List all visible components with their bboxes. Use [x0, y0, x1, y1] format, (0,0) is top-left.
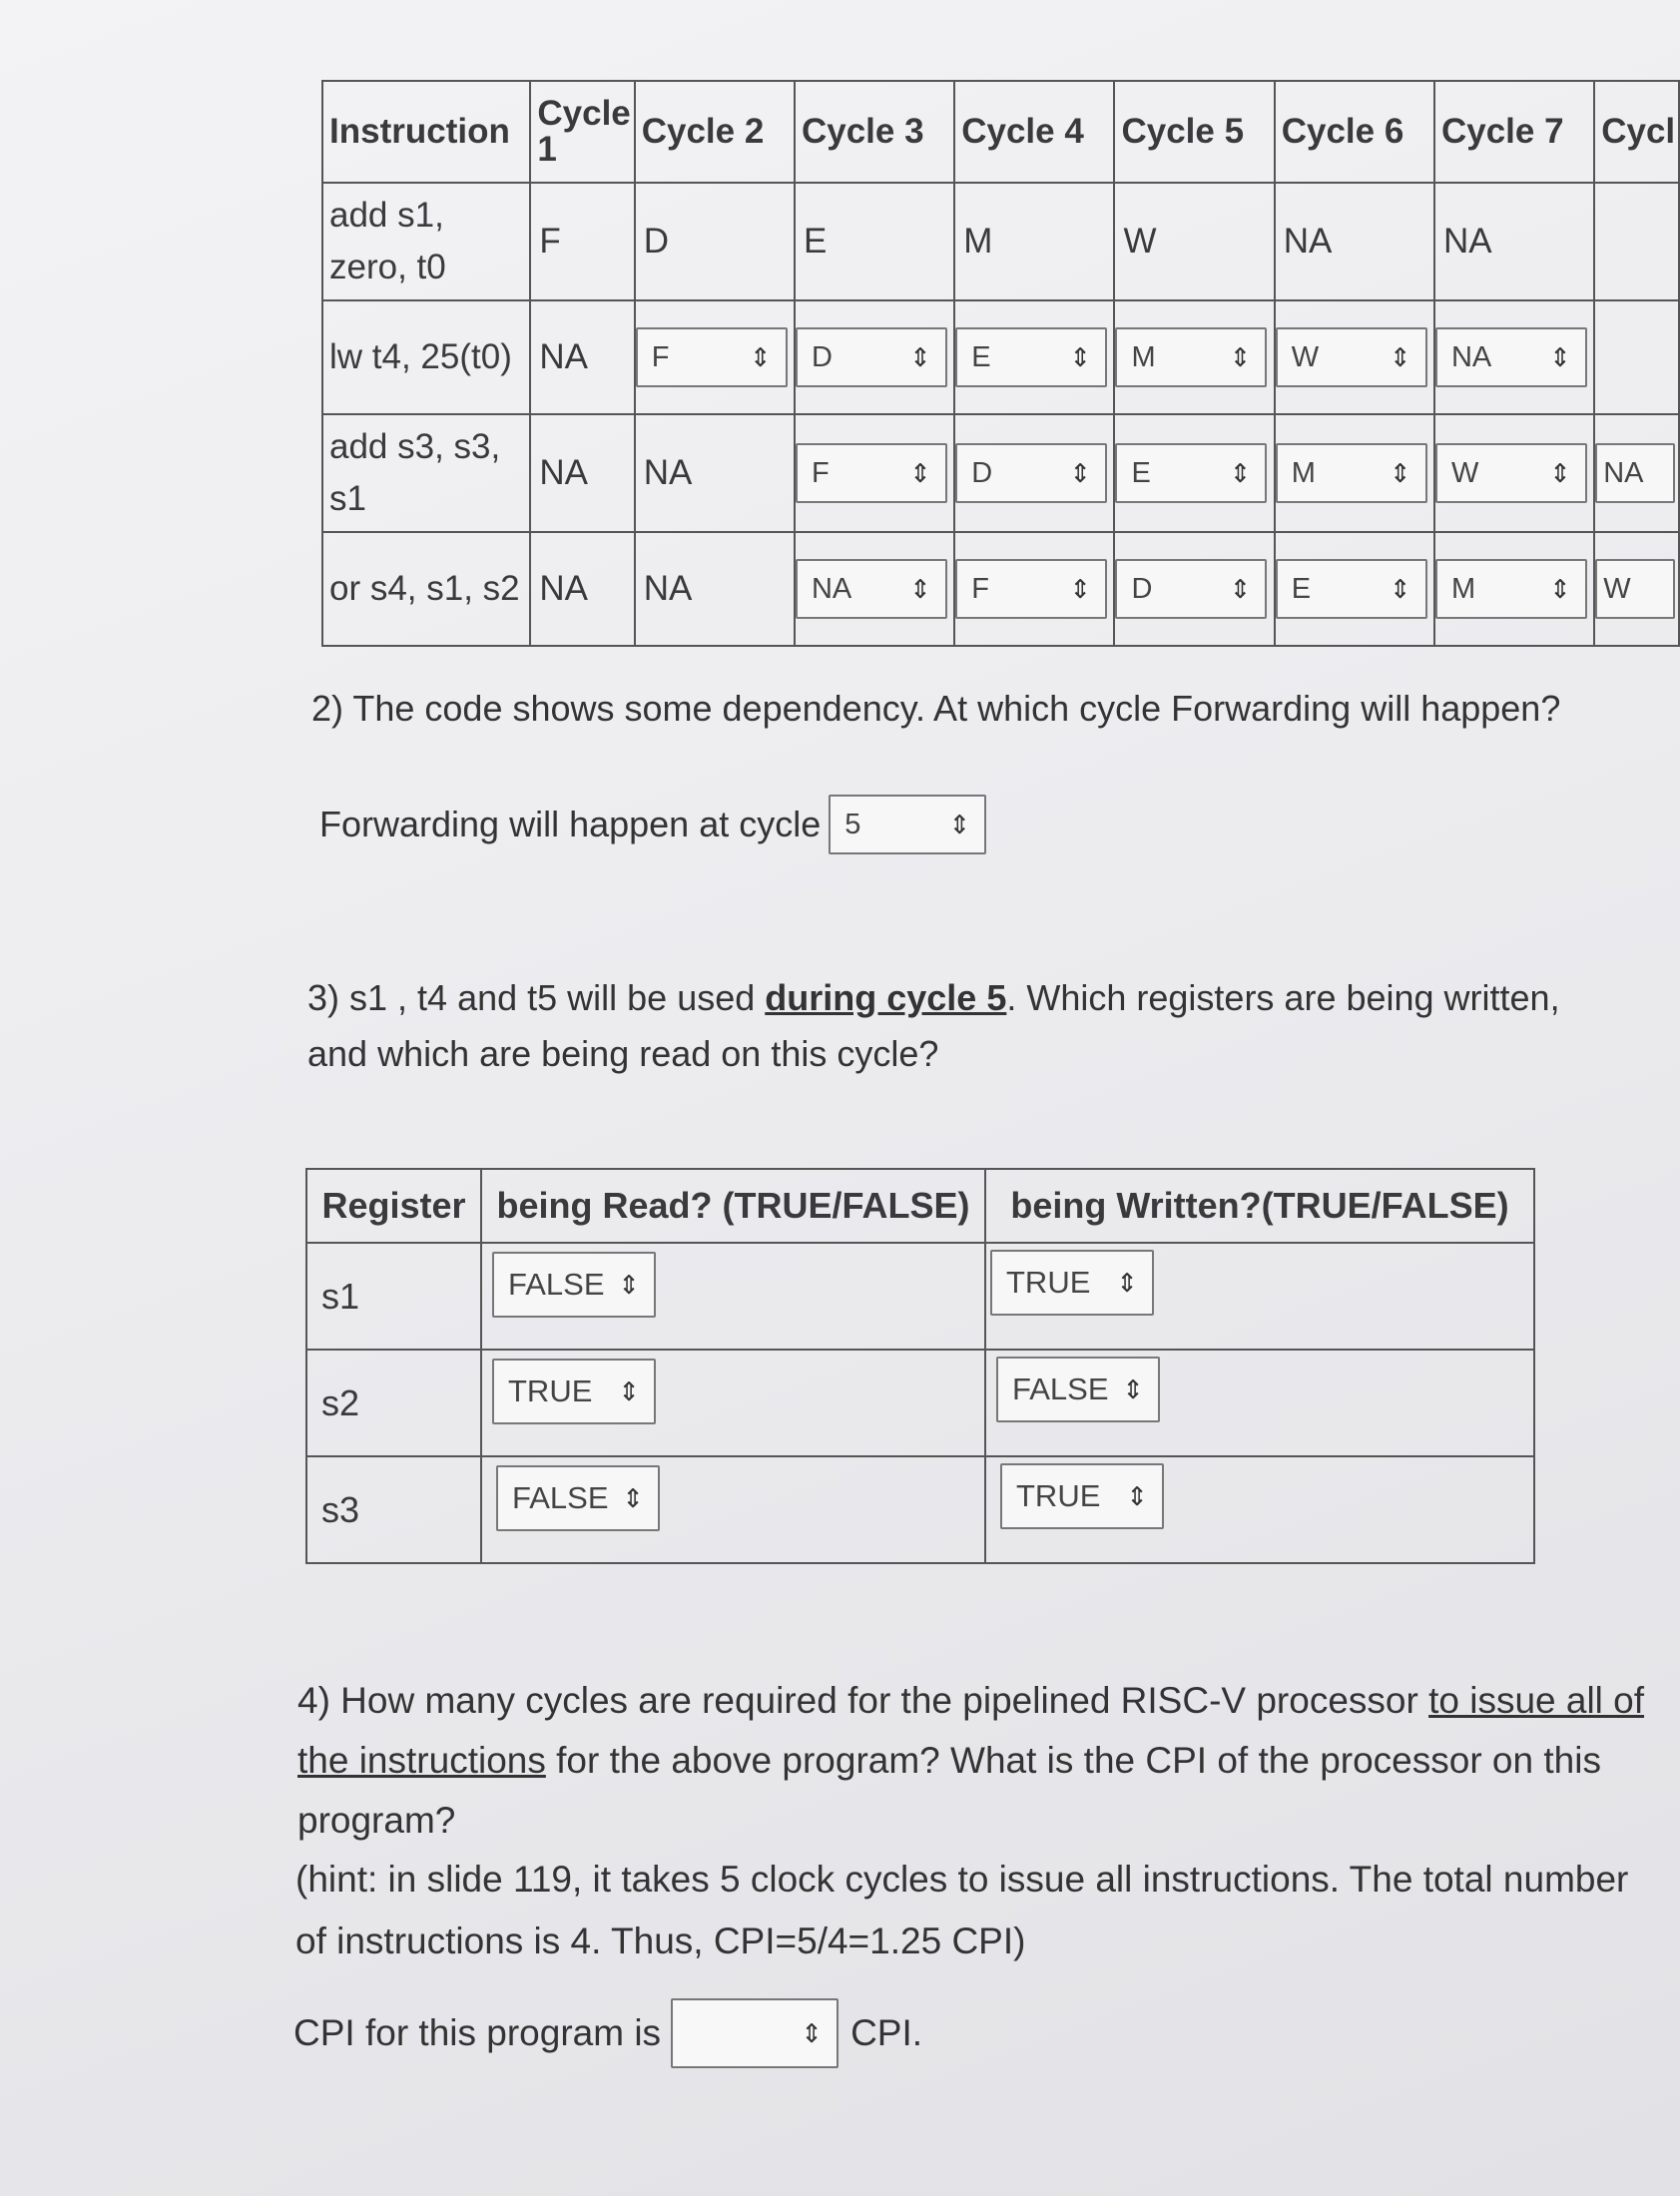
- read-select[interactable]: [496, 1465, 660, 1531]
- question-3-emphasis: during cycle 5: [765, 977, 1007, 1018]
- stage-cell: F: [530, 183, 634, 300]
- question-4-start: 4) How many cycles are required for the pipelined RISC-V processor: [297, 1680, 1429, 1721]
- chevron-up-down-icon: ⇕: [909, 457, 931, 488]
- cpi-select[interactable]: [671, 1998, 839, 2068]
- read-cell: [481, 1350, 985, 1456]
- header-register: Register: [306, 1169, 481, 1243]
- stage-cell: [1114, 532, 1274, 646]
- stage-select[interactable]: [1435, 559, 1587, 619]
- read-select-value: FALSE: [512, 1480, 609, 1515]
- chevron-up-down-icon: ⇕: [1229, 341, 1252, 372]
- register-name: s3: [306, 1456, 481, 1563]
- stage-select[interactable]: [1276, 327, 1427, 387]
- stage-select[interactable]: [1276, 443, 1427, 503]
- stage-select[interactable]: [1595, 559, 1675, 619]
- stage-select-value: NA: [1603, 456, 1644, 489]
- stage-cell: M: [954, 183, 1114, 300]
- stage-cell: [954, 414, 1114, 532]
- forwarding-cycle-value: 5: [844, 809, 861, 840]
- stage-cell: NA: [530, 414, 634, 532]
- header-cycle-5: Cycle 5: [1114, 81, 1274, 183]
- written-select[interactable]: [996, 1357, 1160, 1422]
- pipeline-header-row: [322, 81, 1679, 183]
- stage-select-value: W: [1603, 572, 1631, 605]
- stage-cell: [1114, 300, 1274, 414]
- table-row: [322, 414, 1679, 532]
- header-being-read: being Read? (TRUE/FALSE): [481, 1169, 985, 1243]
- stage-select-value: D: [1131, 572, 1153, 605]
- chevron-up-down-icon: ⇕: [1069, 341, 1092, 372]
- chevron-up-down-icon: ⇕: [1389, 457, 1411, 488]
- stage-cell: [795, 532, 954, 646]
- instruction-cell: or s4, s1, s2: [322, 532, 530, 646]
- header-cycle-1: Cycle 1: [530, 81, 634, 183]
- instruction-cell: add s1, zero, t0: [322, 183, 530, 300]
- read-select-value: FALSE: [508, 1267, 605, 1302]
- stage-cell: [1275, 300, 1434, 414]
- stage-select[interactable]: [1435, 443, 1587, 503]
- question-3-start: 3) s1 , t4 and t5 will be used: [307, 977, 766, 1018]
- stage-cell: [1114, 414, 1274, 532]
- stage-cell: [795, 414, 954, 532]
- stage-select[interactable]: [636, 327, 788, 387]
- read-select[interactable]: [492, 1252, 656, 1318]
- stage-select-value: F: [971, 572, 989, 605]
- instruction-cell: lw t4, 25(t0): [322, 300, 530, 414]
- header-cycle-8: Cycl: [1594, 81, 1679, 183]
- stage-select[interactable]: [1276, 559, 1427, 619]
- header-cycle-7: Cycle 7: [1434, 81, 1594, 183]
- stage-cell: [1434, 532, 1594, 646]
- stage-select[interactable]: [796, 327, 947, 387]
- stage-select-value: NA: [1450, 340, 1492, 373]
- chevron-up-down-icon: ⇕: [909, 573, 931, 604]
- stage-select[interactable]: [955, 559, 1107, 619]
- stage-cell: [795, 300, 954, 414]
- stage-select-value: NA: [811, 572, 852, 605]
- written-select-value: TRUE: [1016, 1478, 1101, 1513]
- stage-select-value: D: [971, 456, 993, 489]
- read-cell: [481, 1243, 985, 1350]
- header-cycle-2: Cycle 2: [635, 81, 795, 183]
- stage-cell: [1594, 414, 1679, 532]
- register-header-row: [306, 1169, 1534, 1243]
- written-select-value: TRUE: [1006, 1265, 1091, 1300]
- stage-cell: [1434, 300, 1594, 414]
- question-4-answer-line: [293, 1998, 922, 2068]
- table-row: [306, 1243, 1534, 1350]
- written-cell: [985, 1456, 1534, 1563]
- chevron-up-down-icon: ⇕: [1229, 457, 1252, 488]
- stage-cell: [1434, 414, 1594, 532]
- forwarding-cycle-select[interactable]: [829, 795, 986, 854]
- stage-select[interactable]: [1115, 443, 1267, 503]
- written-select-value: FALSE: [1012, 1372, 1109, 1406]
- stage-cell: [1594, 300, 1679, 414]
- read-select[interactable]: [492, 1359, 656, 1424]
- register-name: s2: [306, 1350, 481, 1456]
- stage-cell: NA: [1275, 183, 1434, 300]
- register-name: s1: [306, 1243, 481, 1350]
- chevron-up-down-icon: ⇕: [1549, 457, 1571, 488]
- stage-cell: D: [635, 183, 795, 300]
- stage-select[interactable]: [1115, 559, 1267, 619]
- chevron-up-down-icon: ⇕: [1116, 1267, 1138, 1298]
- stage-select-value: F: [651, 340, 670, 373]
- header-instruction: Instruction: [322, 81, 530, 183]
- stage-select-value: M: [1131, 340, 1156, 373]
- stage-select-value: E: [1291, 572, 1312, 605]
- table-row: [322, 300, 1679, 414]
- question-2: 2) The code shows some dependency. At which cycle Forwarding will happen?: [311, 688, 1561, 729]
- stage-select[interactable]: [796, 443, 947, 503]
- stage-cell: NA: [1434, 183, 1594, 300]
- read-cell: [481, 1456, 985, 1563]
- question-2-answer-line: [319, 795, 986, 854]
- question-2-answer-prefix: Forwarding will happen at cycle: [319, 804, 822, 844]
- instruction-cell: add s3, s3, s1: [322, 414, 530, 532]
- question-3: [307, 970, 1595, 1082]
- stage-select-value: E: [1131, 456, 1151, 489]
- chevron-up-down-icon: ⇕: [909, 341, 931, 372]
- stage-select[interactable]: [1595, 443, 1675, 503]
- chevron-up-down-icon: ⇕: [1122, 1373, 1144, 1404]
- chevron-up-down-icon: ⇕: [1549, 573, 1571, 604]
- stage-cell: NA: [635, 532, 795, 646]
- stage-cell: [1594, 532, 1679, 646]
- stage-cell: NA: [530, 532, 634, 646]
- stage-select[interactable]: [1435, 327, 1587, 387]
- table-row: [322, 183, 1679, 300]
- header-cycle-3: Cycle 3: [795, 81, 954, 183]
- stage-cell: [1275, 414, 1434, 532]
- header-being-written: being Written?(TRUE/FALSE): [985, 1169, 1534, 1243]
- stage-cell: W: [1114, 183, 1274, 300]
- stage-cell: [1275, 532, 1434, 646]
- header-cycle-6: Cycle 6: [1275, 81, 1434, 183]
- stage-select[interactable]: [796, 559, 947, 619]
- stage-select[interactable]: [955, 443, 1107, 503]
- chevron-up-down-icon: ⇕: [1389, 573, 1411, 604]
- chevron-up-down-icon: ⇕: [1069, 573, 1092, 604]
- chevron-up-down-icon: ⇕: [618, 1269, 640, 1300]
- chevron-up-down-icon: ⇕: [1549, 341, 1571, 372]
- stage-select-value: M: [1291, 456, 1316, 489]
- question-4-answer-suffix: CPI.: [850, 2012, 923, 2053]
- stage-select-value: W: [1450, 456, 1479, 489]
- written-select[interactable]: [990, 1250, 1154, 1316]
- chevron-up-down-icon: ⇕: [1229, 573, 1252, 604]
- question-4-hint: (hint: in slide 119, it takes 5 clock cycles to issue all instructions. The total number of instructions is 4. Thus, CPI=5/4=1.25 CPI): [295, 1859, 1629, 1961]
- stage-select-value: E: [971, 340, 991, 373]
- question-3-end: . Which registers are being written, and which are being read on this cycle?: [307, 977, 1560, 1074]
- stage-select-value: W: [1291, 340, 1320, 373]
- header-cycle-4: Cycle 4: [954, 81, 1114, 183]
- chevron-up-down-icon: ⇕: [801, 2018, 824, 2048]
- stage-select-value: D: [811, 340, 833, 373]
- chevron-up-down-icon: ⇕: [622, 1482, 644, 1513]
- read-select-value: TRUE: [508, 1373, 593, 1408]
- question-4-answer-prefix: CPI for this program is: [293, 2012, 662, 2053]
- chevron-up-down-icon: ⇕: [618, 1375, 640, 1406]
- chevron-up-down-icon: ⇕: [1069, 457, 1092, 488]
- stage-select[interactable]: [955, 327, 1107, 387]
- stage-cell: NA: [635, 414, 795, 532]
- table-row: [306, 1456, 1534, 1563]
- table-row: [322, 532, 1679, 646]
- question-4: [297, 1671, 1655, 1851]
- chevron-up-down-icon: ⇕: [1126, 1480, 1148, 1511]
- stage-select-value: M: [1450, 572, 1476, 605]
- chevron-up-down-icon: ⇕: [1389, 341, 1411, 372]
- chevron-up-down-icon: ⇕: [948, 810, 971, 839]
- chevron-up-down-icon: ⇕: [749, 341, 772, 372]
- question-4-emphasis: to issue all of the instructions: [297, 1680, 1645, 1781]
- stage-cell: [954, 300, 1114, 414]
- written-select[interactable]: [1000, 1463, 1164, 1529]
- stage-select-value: F: [811, 456, 830, 489]
- stage-select[interactable]: [1115, 327, 1267, 387]
- stage-cell: E: [795, 183, 954, 300]
- register-table: [305, 1168, 1535, 1564]
- table-row: [306, 1350, 1534, 1456]
- written-cell: [985, 1350, 1534, 1456]
- stage-cell: NA: [530, 300, 634, 414]
- stage-cell: [635, 300, 795, 414]
- stage-cell: [1594, 183, 1679, 300]
- stage-cell: [954, 532, 1114, 646]
- written-cell: [985, 1243, 1534, 1350]
- question-4-end: for the above program? What is the CPI of the processor on this program?: [297, 1740, 1601, 1841]
- pipeline-table: [321, 80, 1680, 647]
